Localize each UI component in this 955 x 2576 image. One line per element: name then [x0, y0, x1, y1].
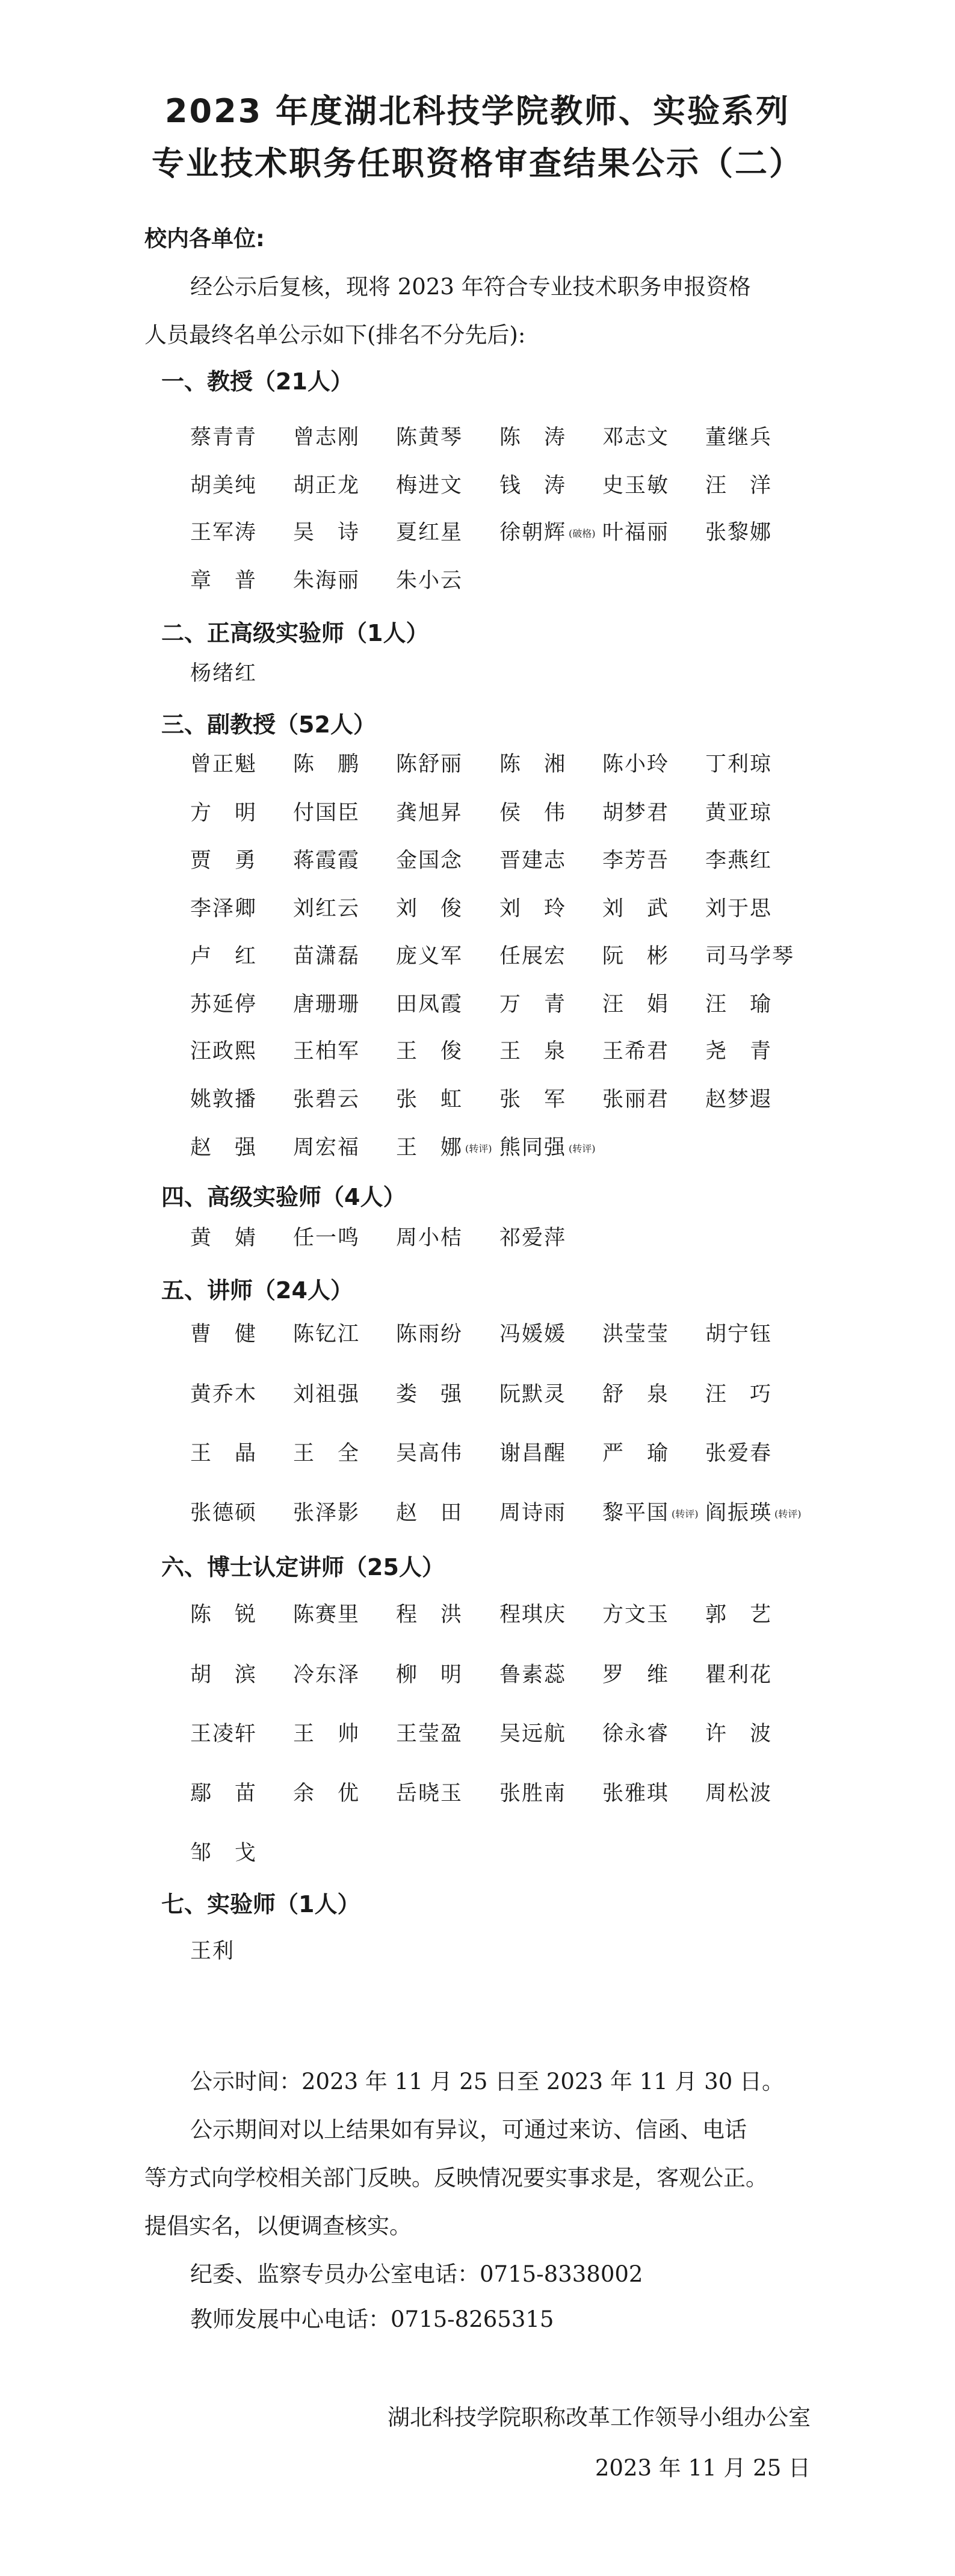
person-name: 瞿利花 [705, 1663, 773, 1687]
name-entry [190, 1324, 257, 1345]
name-entry [499, 1089, 566, 1110]
person-name: 王莹盈 [396, 1722, 463, 1746]
person-name: 王利 [190, 1939, 235, 1963]
name-entry [190, 803, 257, 824]
name-entry [705, 1724, 772, 1745]
person-name: 张 虹 [396, 1088, 463, 1112]
name-entry [190, 1503, 257, 1524]
person-name: 陈 鹏 [293, 752, 360, 776]
person-name: 陈钇江 [293, 1322, 360, 1346]
name-entry [190, 1665, 257, 1686]
name-entry [190, 1605, 257, 1626]
person-name: 朱小云 [396, 569, 463, 593]
person-name: 徐永睿 [602, 1722, 670, 1746]
name-entry [602, 1324, 669, 1345]
name-entry [396, 1041, 463, 1062]
name-entry [293, 1605, 360, 1626]
name-entry [499, 1605, 566, 1626]
name-entry [499, 1503, 566, 1524]
name-entry [190, 899, 257, 920]
person-name: 董继兵 [705, 426, 773, 450]
person-name: 刘 玲 [499, 897, 567, 921]
person-name: 张爱春 [705, 1441, 773, 1466]
person-name: 黄 婧 [190, 1226, 258, 1250]
name-entry [293, 850, 360, 872]
person-name: 赵 田 [396, 1501, 463, 1525]
signature-date: 2023 年 11 月 25 日 [595, 2455, 811, 2481]
name-entry [705, 803, 772, 824]
name-entry [293, 1503, 360, 1524]
name-entry [602, 1783, 669, 1804]
person-name: 金国念 [396, 849, 463, 873]
name-entry [499, 850, 566, 872]
person-name: 史玉敏 [602, 474, 670, 498]
name-entry [396, 1605, 463, 1626]
person-name: 岳晓玉 [396, 1782, 463, 1806]
person-name: 陈 锐 [190, 1603, 258, 1627]
name-entry [396, 427, 463, 448]
person-name: 吴远航 [499, 1722, 567, 1746]
person-name: 汪 瑜 [705, 992, 773, 1017]
person-name: 罗 维 [602, 1663, 670, 1687]
person-name: 曾正魁 [190, 752, 258, 776]
name-entry [396, 475, 463, 497]
person-name: 曹 健 [190, 1322, 258, 1346]
section-heading: 二、正高级实验师（1人） [161, 620, 429, 646]
name-entry [293, 946, 360, 967]
person-name: 陈赛里 [293, 1603, 360, 1627]
name-entry [602, 1089, 669, 1110]
person-name: 张泽影 [293, 1501, 360, 1525]
notice-time: 公示时间：2023 年 11 月 25 日至 2023 年 11 月 30 日。 [190, 2069, 785, 2095]
person-name: 黄亚琼 [705, 801, 773, 825]
name-entry [602, 427, 669, 448]
person-name: 周小桔 [396, 1226, 463, 1250]
person-name: 张碧云 [293, 1088, 360, 1112]
signature-organization: 湖北科技学院职称改革工作领导小组办公室 [388, 2404, 811, 2430]
person-name: 舒 泉 [602, 1382, 670, 1407]
name-entry [293, 899, 360, 920]
person-name: 王希君 [602, 1039, 670, 1064]
person-name: 邓志文 [602, 426, 670, 450]
name-entry [499, 1665, 566, 1686]
name-entry [190, 850, 257, 872]
name-entry [396, 571, 463, 592]
person-name: 庞义军 [396, 944, 463, 968]
section-heading: 六、博士认定讲师（25人） [161, 1554, 445, 1581]
person-name: 尧 青 [705, 1039, 773, 1064]
person-name: 汪 娟 [602, 992, 670, 1017]
name-entry [499, 475, 566, 497]
name-entry [499, 1724, 566, 1745]
person-name: 陈 湘 [499, 752, 567, 776]
name-entry [396, 1384, 463, 1405]
name-entry [705, 1503, 802, 1524]
name-entry [396, 994, 463, 1015]
name-entry [190, 1724, 257, 1745]
name-entry [396, 803, 463, 824]
person-name: 贾 勇 [190, 849, 258, 873]
name-entry [602, 803, 669, 824]
person-name: 黄乔木 [190, 1382, 258, 1407]
person-name: 钱 涛 [499, 474, 567, 498]
person-name: 付国臣 [293, 801, 360, 825]
person-name: 王 全 [293, 1441, 360, 1466]
person-name: 黎平国 [602, 1501, 670, 1525]
person-name: 丁利琼 [705, 752, 773, 776]
name-entry [499, 522, 596, 543]
person-name: 蔡青青 [190, 426, 258, 450]
name-entry [705, 1443, 772, 1464]
person-name: 卢 红 [190, 944, 258, 968]
name-entry [293, 522, 360, 543]
title-line-1: 2023 年度湖北科技学院教师、实验系列 [164, 92, 791, 130]
name-entry [499, 1443, 566, 1464]
name-entry [190, 1228, 257, 1249]
name-note: (转评) [465, 1142, 492, 1154]
name-entry [602, 946, 669, 967]
person-name: 洪莹莹 [602, 1322, 670, 1346]
name-entry [190, 994, 257, 1015]
person-name: 刘红云 [293, 897, 360, 921]
person-name: 汪政熙 [190, 1039, 258, 1064]
person-name: 汪 洋 [705, 474, 773, 498]
name-note: (转评) [774, 1508, 802, 1520]
name-entry [190, 1041, 257, 1062]
section-heading: 四、高级实验师（4人） [161, 1184, 406, 1210]
person-name: 苗潇磊 [293, 944, 360, 968]
person-name: 程琪庆 [499, 1603, 567, 1627]
name-entry [602, 1724, 669, 1745]
name-entry [602, 994, 669, 1015]
person-name: 方 明 [190, 801, 258, 825]
person-name: 夏红星 [396, 521, 463, 545]
notice-paragraph-line-2: 等方式向学校相关部门反映。反映情况要实事求是，客观公正。 [144, 2165, 768, 2191]
name-entry [396, 522, 463, 543]
person-name: 严 瑜 [602, 1441, 670, 1466]
name-entry [293, 1665, 360, 1686]
person-name: 程 洪 [396, 1603, 463, 1627]
person-name: 胡 滨 [190, 1663, 258, 1687]
person-name: 李芳吾 [602, 849, 670, 873]
name-entry [396, 850, 463, 872]
name-entry [190, 475, 257, 497]
name-entry [602, 1443, 669, 1464]
person-name: 阮默灵 [499, 1382, 567, 1407]
name-entry [705, 994, 772, 1015]
name-entry [396, 1324, 463, 1345]
person-name: 王 俊 [396, 1039, 463, 1064]
person-name: 张丽君 [602, 1088, 670, 1112]
name-entry [705, 754, 772, 775]
person-name: 郭 艺 [705, 1603, 773, 1627]
name-entry [705, 1783, 772, 1804]
name-entry [705, 899, 772, 920]
person-name: 晋建志 [499, 849, 567, 873]
person-name: 唐珊珊 [293, 992, 360, 1017]
name-note: (破格) [569, 527, 596, 539]
name-entry [293, 1443, 360, 1464]
name-entry [190, 1384, 257, 1405]
name-entry [396, 754, 463, 775]
name-entry [705, 850, 772, 872]
name-entry [705, 427, 772, 448]
person-name: 陈雨纷 [396, 1322, 463, 1346]
person-name: 苏延停 [190, 992, 258, 1017]
person-name: 田凤霞 [396, 992, 463, 1017]
name-entry [190, 663, 257, 684]
section-heading: 三、副教授（52人） [161, 711, 376, 738]
person-name: 侯 伟 [499, 801, 567, 825]
person-name: 张 军 [499, 1088, 567, 1112]
name-entry [293, 571, 360, 592]
person-name: 汪 巧 [705, 1382, 773, 1407]
name-entry [190, 1783, 257, 1804]
name-entry [190, 522, 257, 543]
name-entry [293, 1724, 360, 1745]
name-entry [293, 1228, 360, 1249]
name-entry [705, 522, 772, 543]
name-entry [396, 946, 463, 967]
name-entry [499, 1138, 596, 1159]
section-heading: 一、教授（21人） [161, 368, 353, 395]
name-entry [499, 1324, 566, 1345]
person-name: 李燕红 [705, 849, 773, 873]
person-name: 祁爱萍 [499, 1226, 567, 1250]
name-entry [190, 1843, 257, 1864]
person-name: 方文玉 [602, 1603, 670, 1627]
person-name: 陈小玲 [602, 752, 670, 776]
name-entry [396, 1724, 463, 1745]
name-entry [602, 1665, 669, 1686]
name-entry [190, 1941, 235, 1962]
person-name: 阮 彬 [602, 944, 670, 968]
person-name: 刘祖强 [293, 1382, 360, 1407]
person-name: 万 青 [499, 992, 567, 1017]
person-name: 章 普 [190, 569, 258, 593]
name-entry [602, 1384, 669, 1405]
person-name: 鲁素蕊 [499, 1663, 567, 1687]
name-entry [190, 946, 257, 967]
name-entry [293, 1089, 360, 1110]
person-name: 叶福丽 [602, 521, 670, 545]
name-entry [190, 1089, 257, 1110]
salutation: 校内各单位: [144, 226, 265, 252]
name-entry [499, 427, 566, 448]
person-name: 刘于思 [705, 897, 773, 921]
name-entry [705, 1665, 772, 1686]
person-name: 赵梦遐 [705, 1088, 773, 1112]
person-name: 许 波 [705, 1722, 773, 1746]
name-entry [705, 1041, 772, 1062]
name-entry [602, 1041, 669, 1062]
name-entry [602, 522, 669, 543]
person-name: 王军涛 [190, 521, 258, 545]
name-entry [396, 1783, 463, 1804]
person-name: 冯媛媛 [499, 1322, 567, 1346]
person-name: 任一鸣 [293, 1226, 360, 1250]
person-name: 娄 强 [396, 1382, 463, 1407]
name-entry [705, 1089, 772, 1110]
name-entry [499, 1384, 566, 1405]
name-entry [499, 946, 566, 967]
person-name: 王 帅 [293, 1722, 360, 1746]
name-entry [499, 1783, 566, 1804]
person-name: 吴 诗 [293, 521, 360, 545]
person-name: 胡正龙 [293, 474, 360, 498]
name-entry [396, 1089, 463, 1110]
name-entry [190, 1138, 257, 1159]
person-name: 周松波 [705, 1782, 773, 1806]
person-name: 刘 俊 [396, 897, 463, 921]
name-entry [499, 803, 566, 824]
name-entry [499, 899, 566, 920]
person-name: 杨绪红 [190, 661, 258, 686]
person-name: 张黎娜 [705, 521, 773, 545]
person-name: 冷东泽 [293, 1663, 360, 1687]
person-name: 胡宁钰 [705, 1322, 773, 1346]
person-name: 熊同强 [499, 1136, 567, 1160]
person-name: 刘 武 [602, 897, 670, 921]
section-heading: 七、实验师（1人） [161, 1891, 360, 1918]
person-name: 曾志刚 [293, 426, 360, 450]
person-name: 陈 涛 [499, 426, 567, 450]
person-name: 邹 戈 [190, 1841, 258, 1865]
person-name: 陈黄琴 [396, 426, 463, 450]
name-entry [190, 427, 257, 448]
person-name: 胡美纯 [190, 474, 258, 498]
name-entry [293, 1138, 360, 1159]
name-note: (转评) [672, 1508, 699, 1520]
teacher-development-phone: 教师发展中心电话：0715-8265315 [190, 2306, 554, 2332]
name-entry [602, 850, 669, 872]
name-entry [293, 427, 360, 448]
person-name: 张德硕 [190, 1501, 258, 1525]
person-name: 张雅琪 [602, 1782, 670, 1806]
name-entry [499, 994, 566, 1015]
name-entry [293, 803, 360, 824]
person-name: 陈舒丽 [396, 752, 463, 776]
name-entry [396, 1228, 463, 1249]
name-entry [396, 1665, 463, 1686]
person-name: 蒋霞霞 [293, 849, 360, 873]
person-name: 鄢 苗 [190, 1782, 258, 1806]
name-entry [396, 1503, 463, 1524]
name-entry [602, 475, 669, 497]
intro-line-1: 经公示后复核，现将 2023 年符合专业技术职务申报资格 [190, 274, 751, 300]
name-entry [293, 475, 360, 497]
name-entry [705, 475, 772, 497]
name-entry [293, 1783, 360, 1804]
name-entry [293, 994, 360, 1015]
person-name: 王柏军 [293, 1039, 360, 1064]
name-entry [705, 946, 794, 967]
name-entry [293, 754, 360, 775]
person-name: 吴高伟 [396, 1441, 463, 1466]
person-name: 王 娜 [396, 1136, 463, 1160]
name-entry [293, 1324, 360, 1345]
name-entry [190, 1443, 257, 1464]
name-entry [705, 1605, 772, 1626]
person-name: 王 晶 [190, 1441, 258, 1466]
notice-paragraph-line-3: 提倡实名，以便调查核实。 [144, 2213, 412, 2239]
discipline-office-phone: 纪委、监察专员办公室电话：0715-8338002 [190, 2261, 643, 2287]
name-entry [602, 1503, 699, 1524]
name-note: (转评) [569, 1142, 596, 1154]
name-entry [396, 1138, 492, 1159]
name-entry [705, 1384, 772, 1405]
name-entry [602, 899, 669, 920]
intro-line-2: 人员最终名单公示如下(排名不分先后): [144, 322, 526, 348]
person-name: 徐朝辉 [499, 521, 567, 545]
person-name: 张胜南 [499, 1782, 567, 1806]
person-name: 姚敦播 [190, 1088, 258, 1112]
name-entry [293, 1041, 360, 1062]
person-name: 梅进文 [396, 474, 463, 498]
person-name: 赵 强 [190, 1136, 258, 1160]
name-entry [499, 1041, 566, 1062]
person-name: 王凌轩 [190, 1722, 258, 1746]
person-name: 阎振瑛 [705, 1501, 773, 1525]
person-name: 胡梦君 [602, 801, 670, 825]
person-name: 朱海丽 [293, 569, 360, 593]
name-entry [602, 1605, 669, 1626]
section-heading: 五、讲师（24人） [161, 1277, 353, 1304]
title-line-2: 专业技术职务任职资格审查结果公示（二） [152, 144, 803, 182]
name-entry [293, 1384, 360, 1405]
person-name: 王 泉 [499, 1039, 567, 1064]
name-entry [190, 754, 257, 775]
person-name: 司马学琴 [705, 944, 795, 968]
person-name: 周诗雨 [499, 1501, 567, 1525]
name-entry [705, 1324, 772, 1345]
name-entry [602, 754, 669, 775]
name-entry [396, 899, 463, 920]
person-name: 周宏福 [293, 1136, 360, 1160]
name-entry [190, 571, 257, 592]
person-name: 任展宏 [499, 944, 567, 968]
person-name: 龚旭昇 [396, 801, 463, 825]
person-name: 谢昌醒 [499, 1441, 567, 1466]
name-entry [499, 1228, 566, 1249]
name-entry [396, 1443, 463, 1464]
person-name: 李泽卿 [190, 897, 258, 921]
name-entry [499, 754, 566, 775]
notice-paragraph-line-1: 公示期间对以上结果如有异议，可通过来访、信函、电话 [190, 2117, 747, 2143]
person-name: 余 优 [293, 1782, 360, 1806]
person-name: 柳 明 [396, 1663, 463, 1687]
